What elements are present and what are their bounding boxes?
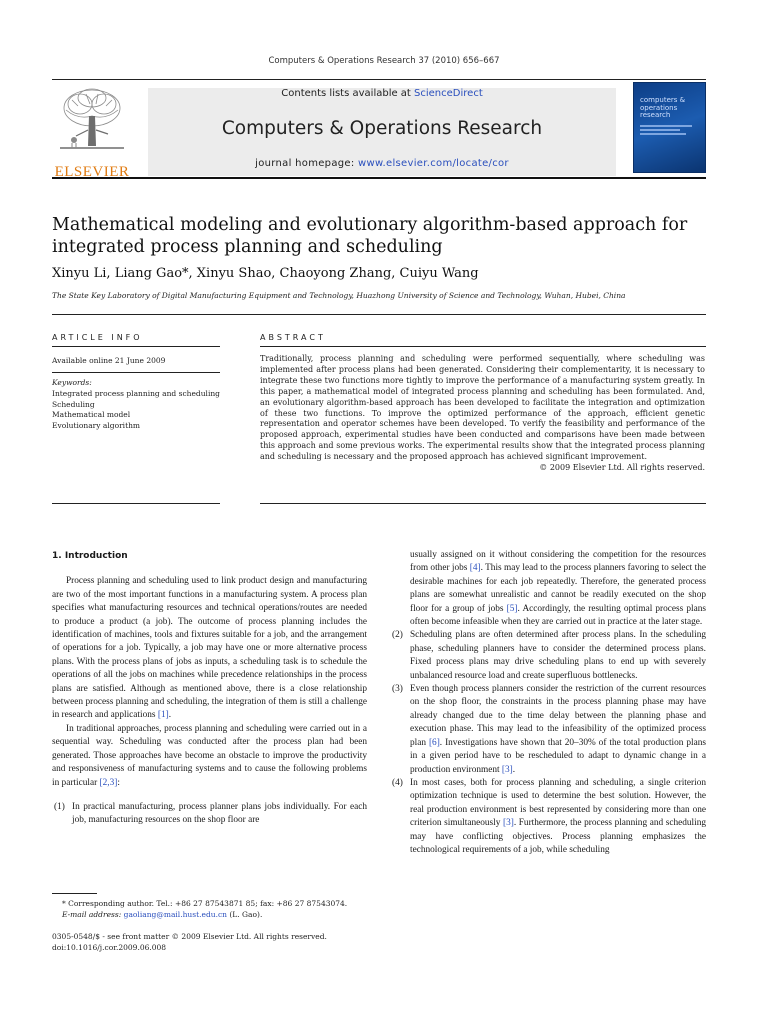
citation-link[interactable]: [3] xyxy=(501,764,513,775)
sciencedirect-link[interactable]: ScienceDirect xyxy=(414,88,483,99)
available-online-date: Available online 21 June 2009 xyxy=(52,356,166,365)
issn-line: 0305-0548/$ - see front matter © 2009 Elsevier Ltd. All rights reserved. xyxy=(52,932,327,941)
email-label: E-mail address: xyxy=(62,910,122,919)
author-list: Xinyu Li, Liang Gao*, Xinyu Shao, Chaoyong Zhang, Cuiyu Wang xyxy=(52,266,479,281)
divider xyxy=(52,314,706,315)
article-info-heading: ARTICLE INFO xyxy=(52,333,143,342)
footnote-divider xyxy=(52,893,97,894)
running-head: Computers & Operations Research 37 (2010) 656–667 xyxy=(268,56,500,66)
keyword-item: Integrated process planning and scheduling xyxy=(52,388,220,398)
abstract-heading: ABSTRACT xyxy=(260,333,326,342)
citation-link[interactable]: [4] xyxy=(469,563,481,574)
contents-line xyxy=(148,88,616,99)
citation-link[interactable]: [3] xyxy=(502,818,514,829)
copyright-line: © 2009 Elsevier Ltd. All rights reserved. xyxy=(539,463,705,473)
problem-list-item-2: (2) Scheduling plans are often determined after process plans. In the scheduling phase, scheduling planners have to consider the determined process plans. Fixed process plans may drive scheduling plans to end up with severely unbalanced resource load and create superfluous bottlenecks. xyxy=(392,630,706,681)
publisher-wordmark: ELSEVIER xyxy=(54,164,130,180)
affiliation: The State Key Laboratory of Digital Manufacturing Equipment and Technology, Huazhong University of Science and Technology, Wuhan, Hubei, China xyxy=(52,291,626,300)
body-column-right xyxy=(390,549,706,857)
citation-link[interactable]: [1] xyxy=(157,710,169,721)
journal-masthead xyxy=(52,79,706,179)
doi-line[interactable]: doi:10.1016/j.cor.2009.06.008 xyxy=(52,942,167,952)
keyword-item: Evolutionary algorithm xyxy=(52,421,141,431)
cover-title: computers & operations research xyxy=(640,96,686,119)
contents-prefix: Contents lists available at xyxy=(281,88,415,99)
elsevier-logo[interactable] xyxy=(52,86,132,180)
intro-paragraph: In traditional approaches, process planning and scheduling were carried out in a sequential way. Scheduling was conducted after the process plan had been generated. Those approaches have become an obstacle to improve the productivity and responsiveness of manufacturing systems and to cause the following problems in particular [2,3]: xyxy=(52,723,367,788)
problem-list-item-4: (4) In most cases, both for process planning and scheduling, a single criterion optimization technique is used to determine the best solution. However, the real production environment is best represented by considering more than one criterion simultaneously [3]. Furthermore, the process planning and scheduling may have conflicting objectives. Process planning emphasizes the technological requirements of a job, while scheduling xyxy=(392,777,706,855)
keywords-block xyxy=(52,378,220,432)
keyword-item: Mathematical model xyxy=(52,410,131,420)
divider xyxy=(260,503,706,504)
divider xyxy=(52,503,220,504)
cover-decoration xyxy=(640,129,680,131)
problem-list-item-3: (3) Even though process planners consider the restriction of the current resources on the shop floor, the constraints in the process planning phase may have already changed due to the time delay between the planning phase and execution phase. This may lead to the infeasibility of the optimized process plan [6]. Investigations have shown that 20–30% of the total production plans in a given period have to be rescheduled to adapt to dynamic change in a production environment [3]. xyxy=(392,684,706,775)
section-heading-introduction: 1. Introduction xyxy=(52,551,128,561)
keywords-label: Keywords: xyxy=(52,378,92,387)
abstract-text: Traditionally, process planning and scheduling were performed sequentially, where scheduling was implemented after process plans had been generated. Considering their complementarity, it is necessary to integrate these two functions more tightly to improve the performance of a manufacturing system greatly. In this paper, a mathematical model of integrated process planning and scheduling has been formulated. And, an evolutionary algorithm-based approach has been developed to facilitate the integration and optimization of these two functions. To improve the optimized performance of the approach, efficient genetic representation and operator schemes have been developed. To verify the feasibility and performance of the proposed approach, experimental studies have been conducted and comparisons have been made between this approach and some previous works. The experimental results show that the integrated process planning and scheduling is necessary and the proposed approach has achieved significant improvement. xyxy=(260,354,705,462)
body-column-left xyxy=(52,550,367,828)
keyword-item: Scheduling xyxy=(52,399,95,409)
cover-decoration xyxy=(640,125,692,127)
corresponding-author-line: * Corresponding author. Tel.: +86 27 87543871 85; fax: +86 27 87543074. xyxy=(62,899,348,908)
problem-list-item-1: (1) In practical manufacturing, process planner plans jobs individually. For each job, manufacturing resources on the shop floor are xyxy=(54,801,367,826)
problem-list-item-1-continued: usually assigned on it without considering the competition for the resources from other jobs [4]. This may lead to the process planners favoring to select the desirable machines for each job repeatedly. Therefore, the generated process plans are somewhat unrealistic and cannot be readily executed on the shop floor for a group of jobs [5]. Accordingly, the resulting optimal process plans often become infeasible when they are carried out in practice at the later stage. xyxy=(410,550,707,628)
email-line xyxy=(62,909,347,920)
divider xyxy=(52,346,220,347)
email-suffix: (L. Gao). xyxy=(227,910,263,919)
elsevier-tree-icon xyxy=(58,86,126,152)
abstract-body xyxy=(260,354,705,474)
masthead-banner xyxy=(148,88,616,176)
divider xyxy=(260,346,706,347)
article-title: Mathematical modeling and evolutionary algorithm-based approach for integrated process planning and scheduling xyxy=(52,215,688,257)
intro-paragraph: Process planning and scheduling used to link product design and manufacturing are two of the most important functions in a manufacturing system. A process plan specifies what manufacturing resources and technical operations/routes are needed to produce a product (a job). The outcome of process planning includes the identification of machines, tools and fixtures suitable for a job, and the arrangement of operations for a job. Typically, a job may have one or more alternative process plans. With the process plans of jobs as inputs, a scheduling task is to schedule the operations of all the jobs on machines while precedence relationships in the process plans are satisfied. Although as mentioned above, there is a close relationship between process planning and scheduling, the integration of them is still a challenge in research and applications [1]. xyxy=(52,576,367,721)
citation-link[interactable]: [5] xyxy=(506,603,518,614)
cover-decoration xyxy=(640,133,686,135)
homepage-prefix: journal homepage: xyxy=(255,158,359,169)
journal-title: Computers & Operations Research xyxy=(221,118,543,139)
citation-link[interactable]: [6] xyxy=(428,737,440,748)
page-footer xyxy=(52,932,327,953)
divider xyxy=(52,372,220,373)
journal-cover-thumbnail[interactable] xyxy=(633,82,706,173)
journal-homepage-link[interactable]: www.elsevier.com/locate/cor xyxy=(358,158,509,169)
corresponding-author-footnote xyxy=(62,898,347,920)
homepage-line xyxy=(148,158,616,169)
citation-link[interactable]: [2,3] xyxy=(99,777,118,788)
author-email-link[interactable]: gaoliang@mail.hust.edu.cn xyxy=(123,910,227,919)
